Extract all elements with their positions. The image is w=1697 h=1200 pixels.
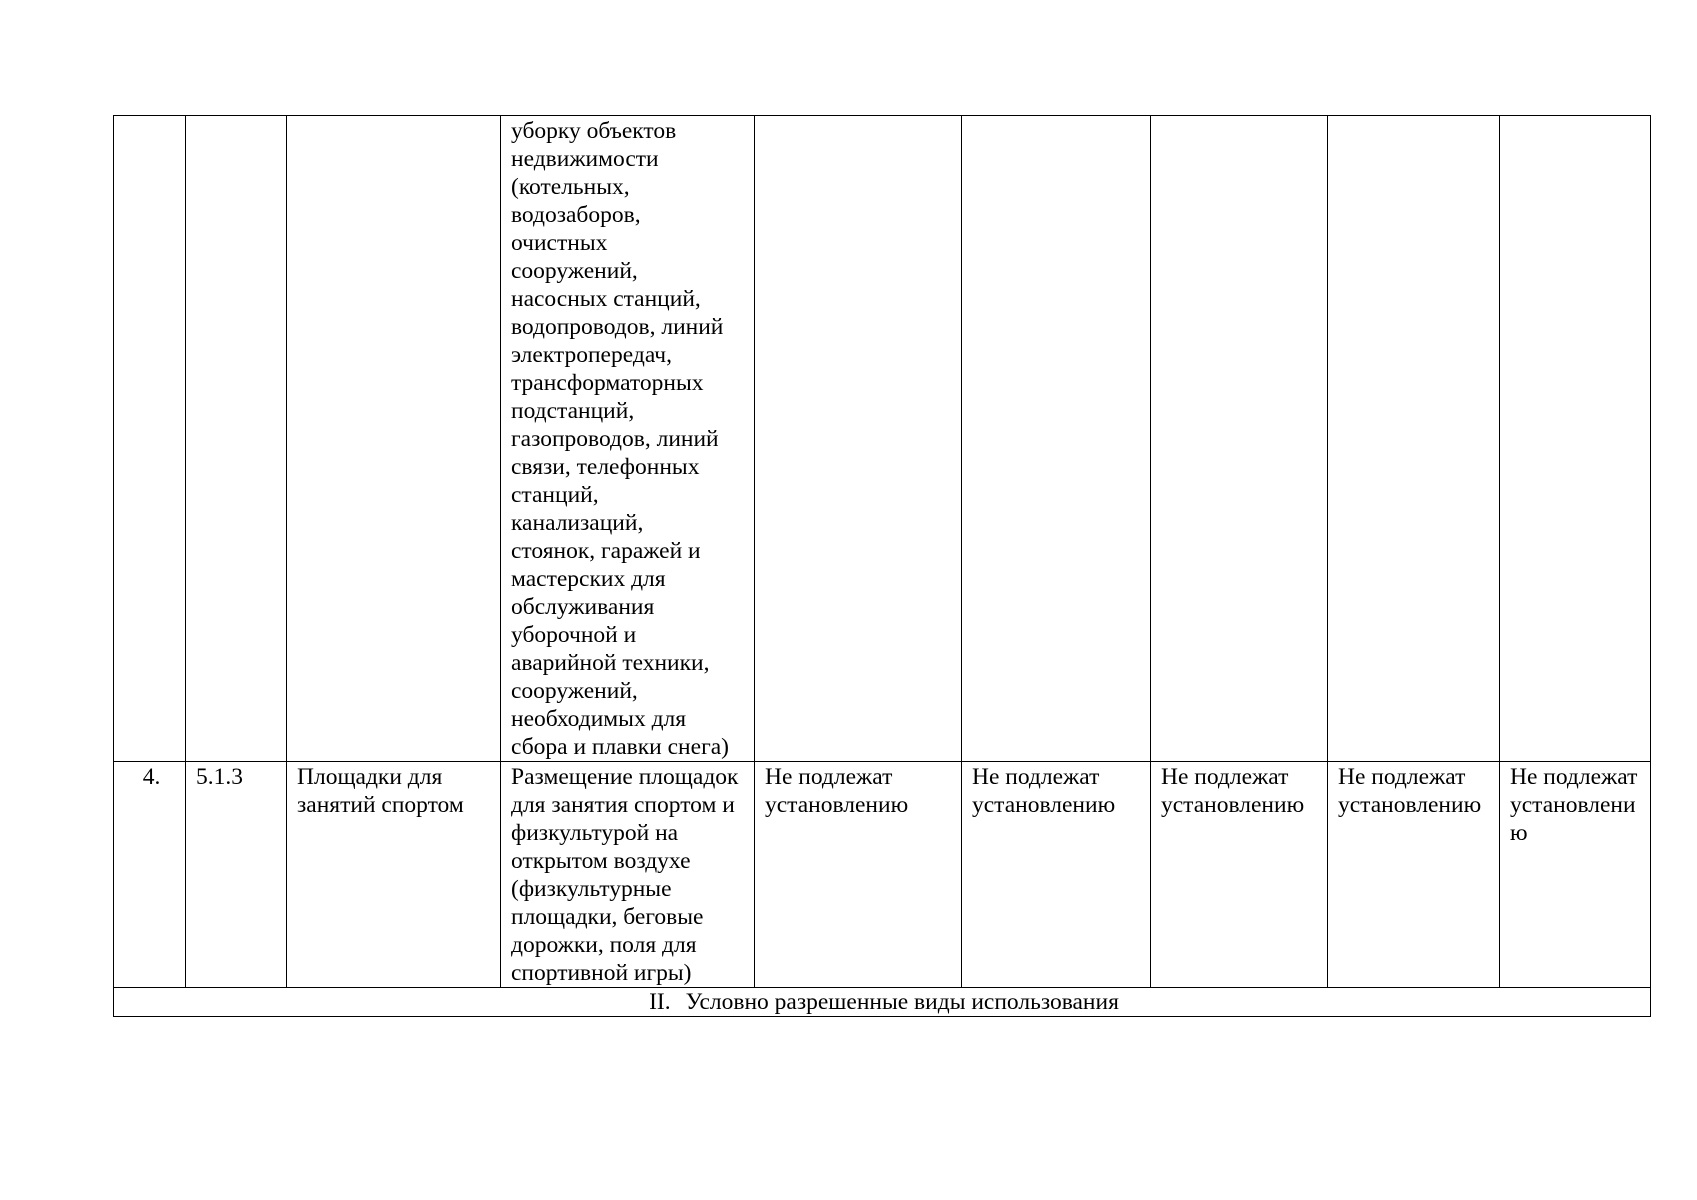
table-cell-code [186, 762, 287, 988]
table-row [114, 762, 1651, 988]
table-row-continuation [114, 116, 1651, 762]
table-cell-number [114, 762, 186, 988]
table-cell-param-1 [755, 116, 962, 762]
row-param-4: Не подлежат установлению [1338, 764, 1482, 818]
land-use-table [113, 115, 1651, 1017]
table-cell-param-2 [962, 762, 1151, 988]
table-cell-param-1 [755, 762, 962, 988]
table-cell-param-3 [1151, 116, 1328, 762]
table-cell-param-3 [1151, 762, 1328, 988]
section-heading [114, 988, 1651, 1017]
table-cell-param-5 [1500, 116, 1651, 762]
description-text: уборку объектов недвижимости (котельных, водозаборов, очистных сооружений, насосных станций, водопроводов, линий электропередач, трансформаторных подстанций, газопроводов, линий связи, телефонных станций, канализаций, стоянок, гаражей и мастерских для обслуживания уборочной и аварийной техники, сооружений, необходимых для сбора и плавки снега) [511, 118, 729, 760]
row-number: 4. [142, 764, 161, 790]
row-param-1: Не подлежат установлению [765, 764, 909, 818]
table-cell-param-2 [962, 116, 1151, 762]
table-cell-param-4 [1328, 116, 1500, 762]
section-title: Условно разрешенные виды использования [685, 989, 1119, 1015]
row-param-5: Не подлежат установлени ю [1510, 764, 1638, 846]
table-row-section-heading [114, 988, 1651, 1017]
row-name: Площадки для занятий спортом [297, 764, 464, 818]
table-cell-number [114, 116, 186, 762]
section-number: II. [649, 989, 671, 1015]
table-cell-description [501, 762, 755, 988]
row-param-2: Не подлежат установлению [972, 764, 1116, 818]
table-cell-code [186, 116, 287, 762]
row-code: 5.1.3 [196, 764, 243, 790]
table-cell-param-4 [1328, 762, 1500, 988]
row-param-3: Не подлежат установлению [1161, 764, 1305, 818]
row-description: Размещение площадок для занятия спортом и физкультурой на открытом воздухе (физкультурные площадки, беговые дорожки, поля для спортивной игры) [511, 764, 739, 986]
table-cell-name [287, 116, 501, 762]
table-cell-name [287, 762, 501, 988]
table-cell-description [501, 116, 755, 762]
table-cell-param-5 [1500, 762, 1651, 988]
